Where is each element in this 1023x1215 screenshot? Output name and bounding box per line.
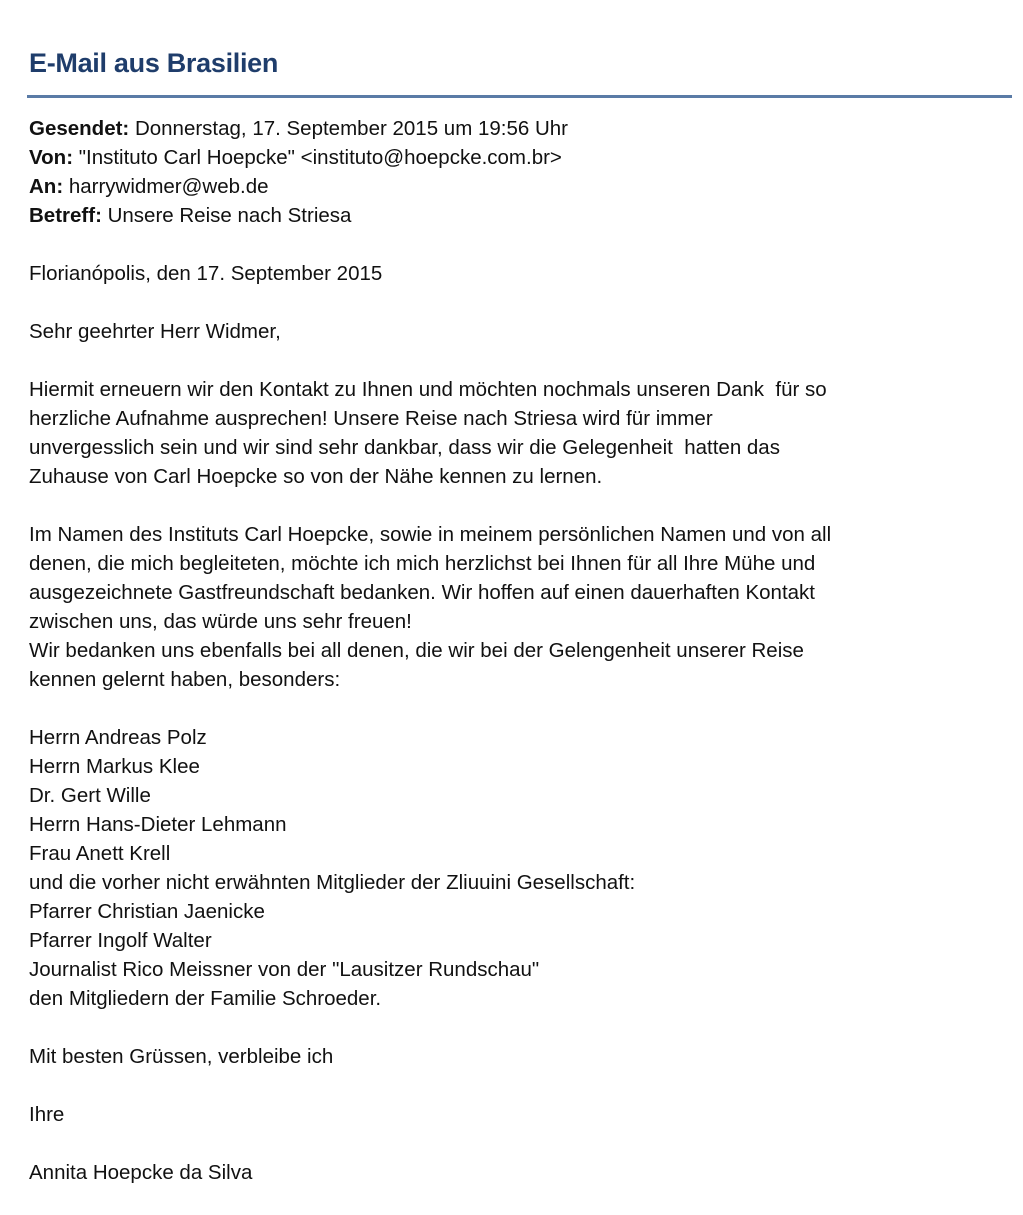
paragraph-line: Hiermit erneuern wir den Kontakt zu Ihnen und möchten nochmals unseren Dank für so	[29, 378, 827, 401]
to-label: An:	[29, 175, 64, 198]
list-item: Herrn Markus Klee	[29, 755, 200, 778]
list-item: Dr. Gert Wille	[29, 784, 151, 807]
email-content	[29, 114, 831, 1187]
paragraph-line: kennen gelernt haben, besonders:	[29, 668, 341, 691]
sent-value: Donnerstag, 17. September 2015 um 19:56 Uhr	[129, 117, 568, 140]
from-value: "Instituto Carl Hoepcke" <instituto@hoepcke.com.br>	[73, 146, 562, 169]
spacer	[29, 694, 831, 723]
subject-row	[29, 201, 831, 230]
spacer	[29, 1013, 831, 1042]
to-value: harrywidmer@web.de	[63, 175, 269, 198]
sent-label: Gesendet:	[29, 117, 130, 140]
place-date: Florianópolis, den 17. September 2015	[29, 262, 383, 285]
spacer	[29, 288, 831, 317]
list-item: Frau Anett Krell	[29, 842, 171, 865]
spacer	[29, 346, 831, 375]
list-item: und die vorher nicht erwähnten Mitglieder der Zliuuini Gesellschaft:	[29, 871, 636, 894]
spacer	[29, 491, 831, 520]
closing-ihre: Ihre	[29, 1103, 65, 1126]
paragraph-line: ausgezeichnete Gastfreundschaft bedanken. Wir hoffen auf einen dauerhaften Kontakt	[29, 581, 815, 604]
paragraph-line: zwischen uns, das würde uns sehr freuen!	[29, 610, 412, 633]
page-title: E-Mail aus Brasilien	[29, 48, 279, 78]
from-row	[29, 143, 831, 172]
spacer	[29, 1129, 831, 1158]
list-item: Journalist Rico Meissner von der "Lausitzer Rundschau"	[29, 958, 540, 981]
title-divider	[27, 95, 1012, 98]
paragraph-1	[29, 375, 831, 491]
list-item: Pfarrer Ingolf Walter	[29, 929, 212, 952]
list-item: Herrn Andreas Polz	[29, 726, 207, 749]
paragraph-line: Wir bedanken uns ebenfalls bei all denen, die wir bei der Gelengenheit unserer Reise	[29, 639, 804, 662]
signature: Annita Hoepcke da Silva	[29, 1161, 253, 1184]
sent-row	[29, 114, 831, 143]
names-list	[29, 723, 831, 1013]
subject-label: Betreff:	[29, 204, 102, 227]
paragraph-line: Zuhause von Carl Hoepcke so von der Nähe kennen zu lernen.	[29, 465, 603, 488]
paragraph-line: herzliche Aufnahme ausprechen! Unsere Reise nach Striesa wird für immer	[29, 407, 713, 430]
from-label: Von:	[29, 146, 74, 169]
closing: Mit besten Grüssen, verbleibe ich	[29, 1045, 334, 1068]
to-row	[29, 172, 831, 201]
spacer	[29, 230, 831, 259]
paragraph-line: Im Namen des Instituts Carl Hoepcke, sowie in meinem persönlichen Namen und von all	[29, 523, 832, 546]
salutation: Sehr geehrter Herr Widmer,	[29, 320, 281, 343]
list-item: den Mitgliedern der Familie Schroeder.	[29, 987, 382, 1010]
paragraph-line: unvergesslich sein und wir sind sehr dankbar, dass wir die Gelegenheit hatten das	[29, 436, 780, 459]
list-item: Pfarrer Christian Jaenicke	[29, 900, 265, 923]
spacer	[29, 1071, 831, 1100]
paragraph-2	[29, 520, 831, 694]
subject-value: Unsere Reise nach Striesa	[101, 204, 352, 227]
paragraph-line: denen, die mich begleiteten, möchte ich mich herzlichst bei Ihnen für all Ihre Mühe und	[29, 552, 816, 575]
list-item: Herrn Hans-Dieter Lehmann	[29, 813, 287, 836]
